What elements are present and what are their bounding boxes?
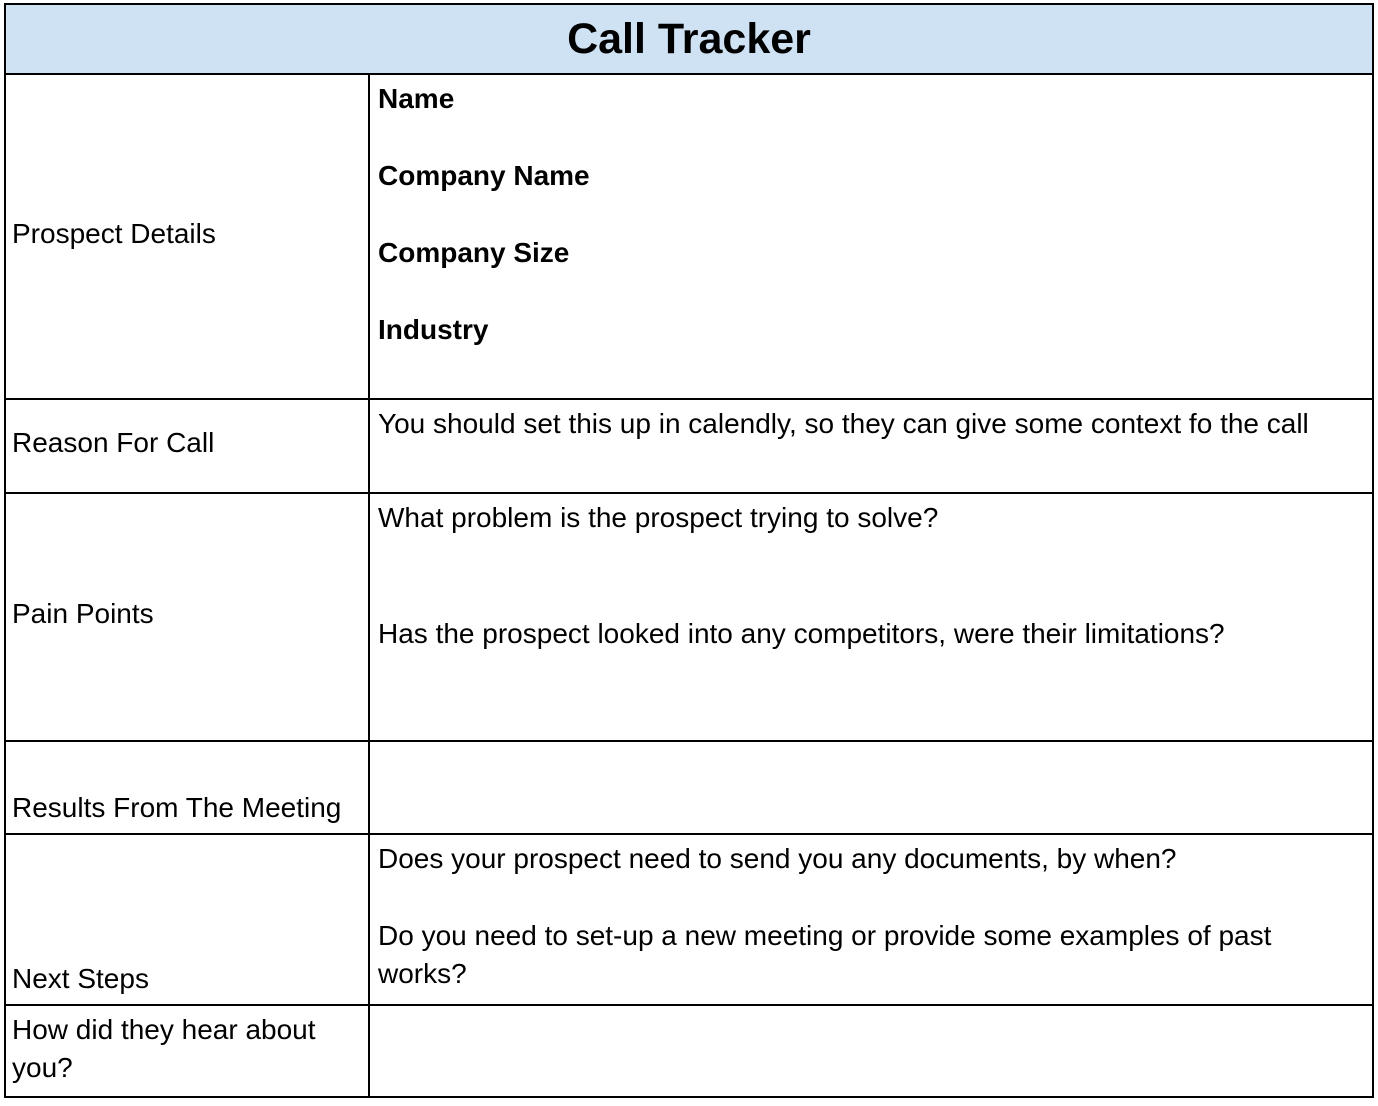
field-name: Name: [378, 83, 455, 114]
field-company-size: Company Size: [378, 237, 570, 268]
row-label-cell: [6, 400, 370, 492]
row-label-cell: [6, 494, 370, 740]
next-steps-question-2: Do you need to set-up a new meeting or provide some examples of past works?: [378, 920, 1272, 989]
pain-points-cell[interactable]: [370, 494, 1372, 740]
row-results-from-meeting: [6, 742, 1372, 835]
next-steps-question-1: Does your prospect need to send you any documents, by when?: [378, 843, 1177, 874]
row-label-prospect-details: Prospect Details: [12, 217, 216, 249]
next-steps-cell[interactable]: [370, 835, 1372, 1004]
row-label-results-from-meeting: Results From The Meeting: [12, 792, 342, 823]
page-title: Call Tracker: [567, 14, 811, 63]
row-label-cell: [6, 1006, 370, 1096]
row-label-cell: [6, 835, 370, 1004]
row-how-did-they-hear: [6, 1006, 1372, 1096]
pain-points-question-2: Has the prospect looked into any competitors, were their limitations?: [378, 618, 1225, 649]
row-reason-for-call: [6, 400, 1372, 494]
row-label-reason-for-call: Reason For Call: [12, 427, 215, 458]
prospect-details-cell[interactable]: [370, 75, 1372, 398]
title-row: [6, 5, 1372, 75]
pain-points-question-1: What problem is the prospect trying to solve?: [378, 502, 939, 533]
row-label-how-did-they-hear: How did they hear about you?: [12, 1014, 316, 1083]
row-pain-points: [6, 494, 1372, 742]
reason-for-call-cell[interactable]: [370, 400, 1372, 492]
row-prospect-details: [6, 75, 1372, 400]
reason-for-call-text: You should set this up in calendly, so they can give some context fo the call: [378, 408, 1309, 439]
results-from-meeting-cell[interactable]: [370, 742, 1372, 833]
row-label-cell: [6, 75, 370, 398]
call-tracker-table: [4, 3, 1374, 1098]
row-label-pain-points: Pain Points: [12, 598, 154, 629]
row-label-next-steps: Next Steps: [12, 963, 149, 994]
field-industry: Industry: [378, 314, 489, 345]
field-company-name: Company Name: [378, 160, 590, 191]
how-did-they-hear-cell[interactable]: [370, 1006, 1372, 1096]
row-next-steps: [6, 835, 1372, 1006]
row-label-cell: [6, 742, 370, 833]
